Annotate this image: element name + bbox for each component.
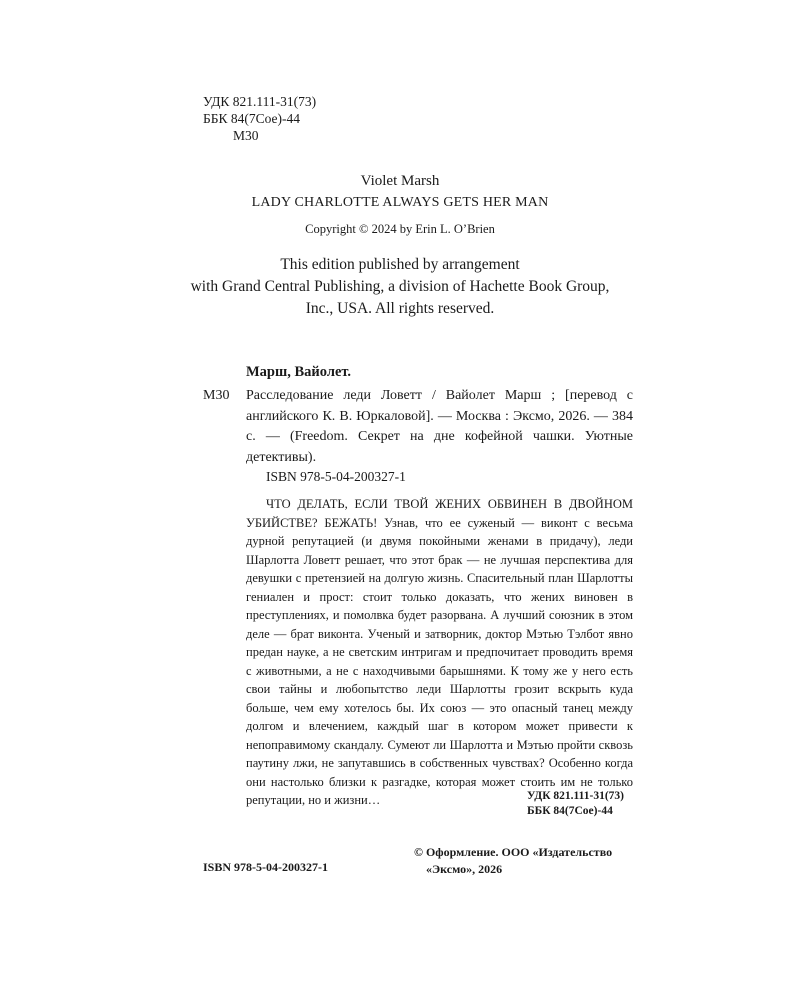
original-title: LADY CHARLOTTE ALWAYS GETS HER MAN <box>251 195 549 210</box>
udk-code: УДК 821.111-31(73) <box>203 94 317 109</box>
classification-block <box>203 93 316 144</box>
catalog-code: М30 <box>203 388 230 403</box>
design-line-2: «Эксмо», 2026 <box>426 862 503 876</box>
edition-line: This edition published by arrangement <box>280 256 520 273</box>
design-line-1: © Оформление. ООО «Издательство <box>414 845 613 859</box>
footer-classification <box>527 789 624 819</box>
footer-udk: УДК 821.111-31(73) <box>527 790 624 802</box>
annotation-text: ЧТО ДЕЛАТЬ, ЕСЛИ ТВОЙ ЖЕНИХ ОБВИНЕН В ДВОЙНОМ УБИЙСТВЕ? БЕЖАТЬ! Узнав, что ее суженый — виконт с весьма дурной репутацией (и двумя покойными женами в придачу), леди Шарлотта Ловетт решает, что этот брак — не лучшая перспектива для девушки с претензией на долгую жизнь. Спасительный план Шарлотты гениален и прост: стоит только доказать, что жених виновен в преступлениях, и помолвка будет разорвана. А лучший союзник в этом деле — брат виконта. Ученый и затворник, доктор Мэтью Тэлбот явно предан науке, а не светским интригам и предпочитает проводить время с животными, а не с находчивыми барышнями. К тому же у него есть свои тайны и любопытство леди Шарлотты грозит вскрыть куда больше, чем ему хотелось бы. Их союз — это опасный танец между долгом и влечением, каждый шаг в котором может привести к непоправимому скандалу. Сумеют ли Шарлотта и Мэтью пройти сквозь паутину лжи, не запутавшись в собственных чувствах? Особенно когда они настолько близки к разгадке, которая может стоить им не только репутации, но и жизни… <box>246 497 633 807</box>
footer-bbk: ББК 84(7Сое)-44 <box>527 805 613 817</box>
edition-line: with Grand Central Publishing, a division of Hachette Book Group, <box>190 278 610 295</box>
copyright-line: Copyright © 2024 by Erin L. O’Brien <box>305 222 495 236</box>
catalog-description: Расследование леди Ловетт / Вайолет Марш ; [перевод с английского К. В. Юркаловой]. — Москва : Эксмо, 2026. — 384 с. — (Freedom. Секрет на дне кофейной чашки. Уютные детективы). <box>246 388 633 465</box>
footer-isbn: ISBN 978-5-04-200327-1 <box>203 860 328 874</box>
edition-notice <box>0 254 800 320</box>
catalog-isbn: ISBN 978-5-04-200327-1 <box>266 469 406 484</box>
author-name: Violet Marsh <box>360 173 440 189</box>
design-copyright <box>414 844 612 878</box>
edition-line: Inc., USA. All rights reserved. <box>305 300 495 317</box>
bbk-code: ББК 84(7Сое)-44 <box>203 111 301 126</box>
author-mark: М30 <box>233 128 259 143</box>
catalog-heading: Марш, Вайолет. <box>246 364 352 380</box>
